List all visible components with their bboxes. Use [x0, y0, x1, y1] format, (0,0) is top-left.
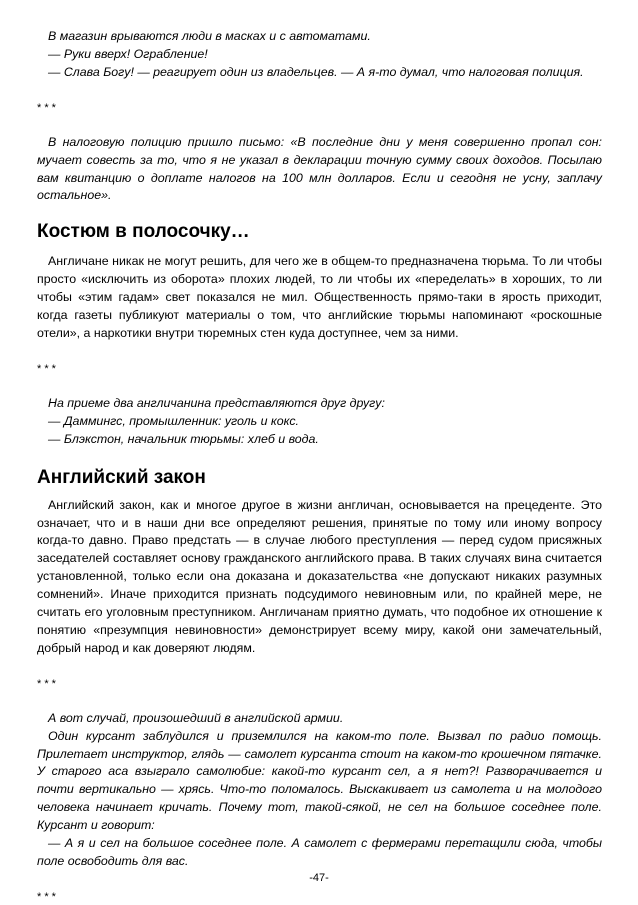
page-content [37, 28, 602, 905]
separator: * * * [37, 677, 56, 690]
joke4-line3: — А я и сел на большое соседнее поле. А самолет с фермерами перетащили сюда, чтобы поле освободить для вас. [37, 836, 602, 868]
separator: * * * [37, 101, 56, 114]
separator: * * * [37, 362, 56, 375]
joke4-line1: А вот случай, произошедший в английской армии. [48, 710, 344, 725]
paragraph: Английский закон, как и многое другое в жизни англичан, основывается на прецеденте. Это означает, что и в наши дни все определяют решения, принятые по тому или иному вопросу когда-то давно. Право предстать — в случае любого преступления — перед судом присяжных заседателей составляет основу гражданского английского права. В таких случаях вина считается установленной, только если она доказана и доказательства «не допускают никаких разумных сомнений». Иначе приходится признать подсудимого невиновным или, по крайней мере, не считать его уголовным преступником. Англичанам приятно думать, что подобное их отношение к понятию «презумпция невиновности» демонстрирует всему миру, какой они замечательный, добрый народ и как доверяют людям. [37, 497, 602, 655]
joke1-line1: В магазин врываются люди в масках и с автоматами. [48, 29, 371, 43]
joke3-line1: На приеме два англичанина представляются друг другу: [48, 395, 385, 410]
joke4-line2: Один курсант заблудился и приземлился на каком-то поле. Вызвал по радио помощь. Прилетает инструктор, глядь — самолет курсанта стоит на каком-то крошечном пятачке. У старого аса взыграло самолюбие: какой-то курсант сел, а я нет?! Разворачивается и почти вертикально — хрясь. Что-то поломалось. Выскакивает из самолета и на молодого человека начинает кричать. Почему тот, такой-сякой, не сел на большое соседнее поле. Курсант и говорит: [37, 728, 602, 833]
joke3-line3: — Блэкстон, начальник тюрьмы: хлеб и вода. [48, 431, 319, 446]
section-heading: Английский закон [37, 466, 206, 488]
joke3-line2: — Даммингс, промышленник: уголь и кокс. [48, 413, 299, 428]
joke1-line3: — Слава Богу! — реагирует один из владельцев. — А я-то думал, что налоговая полиция. [48, 64, 584, 79]
separator: * * * [37, 890, 56, 903]
joke1-line2: — Руки вверх! Ограбление! [48, 46, 208, 61]
paragraph: Англичане никак не могут решить, для чего же в общем-то предназначена тюрьма. То ли чтобы просто «исключить из оборота» плохих людей, то ли чтобы их «переделать» в хороших, то ли чтобы «этим гадам» свет показался не мил. Общественность прямо-таки в ярость приходит, когда газеты публикуют материалы о том, что английские тюрьмы напоминают «роскошные отели», а наркотики внутри тюремных стен куда доступнее, чем за ними. [37, 254, 602, 340]
section-heading: Костюм в полосочку… [37, 221, 250, 243]
page-number: -47- [309, 872, 329, 884]
joke2-text: В налоговую полицию пришло письмо: «В последние дни у меня совершенно пропал сон: мучает совесть за то, что я не указал в декларации точную сумму своих доходов. Посылаю вам квитанцию о доплате налогов на 100 млн долларов. Если и сегодня не усну, заплачу остальное». [37, 134, 602, 203]
